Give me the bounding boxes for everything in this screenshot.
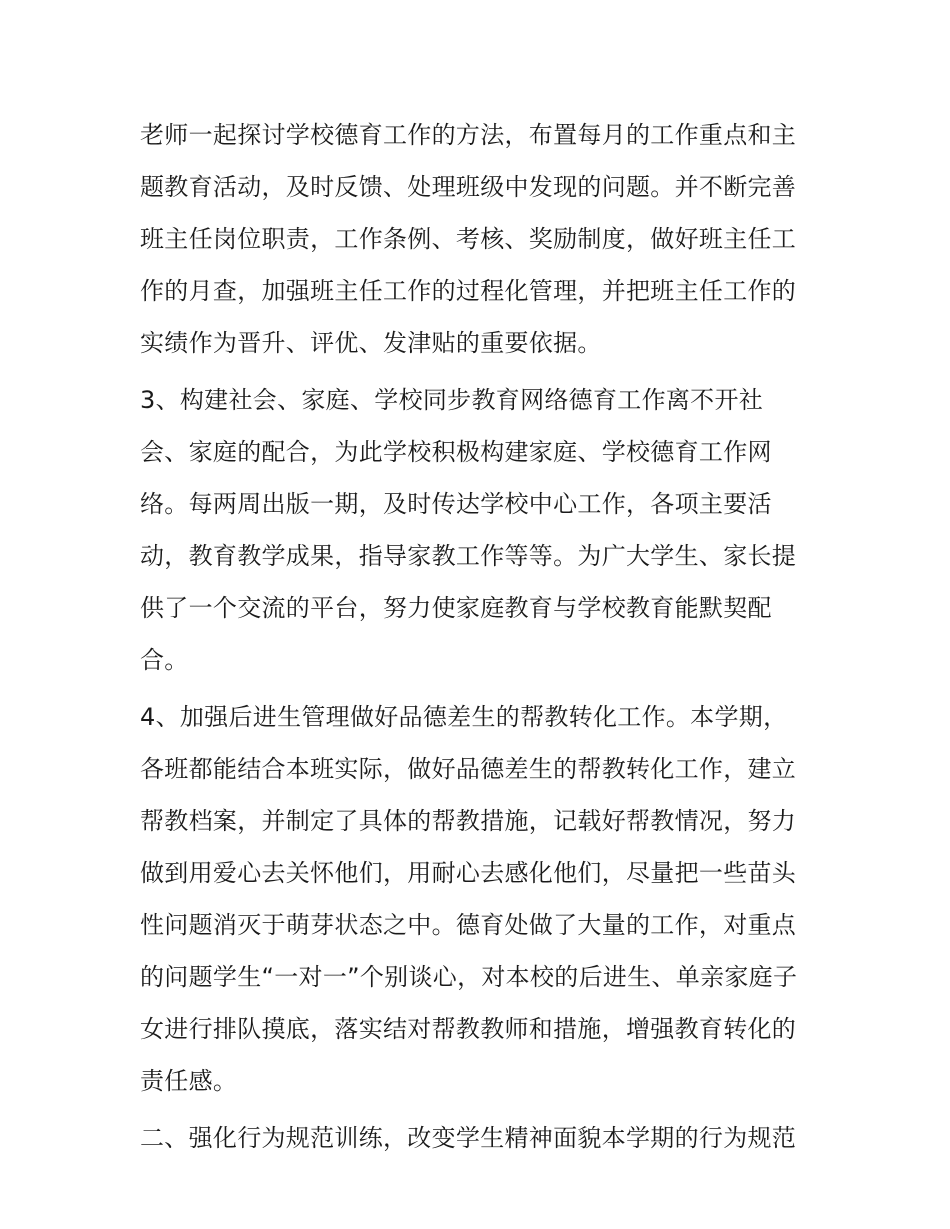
text-line: 合。 [140,646,189,674]
text-line: 4、加强后进生管理做好品德差生的帮教转化工作。本学期， [140,703,788,731]
text-line: 性问题消灭于萌芽状态之中。德育处做了大量的工作，对重点 [140,911,797,939]
text-line: 作的月查，加强班主任工作的过程化管理，并把班主任工作的 [140,277,797,305]
text-line: 供了一个交流的平台，努力使家庭教育与学校教育能默契配 [140,594,772,622]
paragraph-struggling-students [140,691,812,1107]
text-line: 女进行排队摸底，落实结对帮教教师和措施，增强教育转化的 [140,1015,797,1043]
text-line: 老师一起探讨学校德育工作的方法，布置每月的工作重点和主 [140,121,797,149]
paragraph-class-teacher-management [140,109,812,369]
text-line: 会、家庭的配合，为此学校积极构建家庭、学校德育工作网 [140,438,772,466]
text-line: 班主任岗位职责，工作条例、考核、奖励制度，做好班主任工 [140,225,797,253]
document-body [140,109,812,1164]
text-line: 络。每两周出版一期，及时传达学校中心工作，各项主要活 [140,490,772,518]
text-line: 题教育活动，及时反馈、处理班级中发现的问题。并不断完善 [140,173,797,201]
text-line: 的问题学生“一对一”个别谈心，对本校的后进生、单亲家庭子 [140,963,798,991]
paragraph-education-network [140,374,812,686]
paragraph-behavior-training-heading [140,1112,812,1164]
text-line: 3、构建社会、家庭、学校同步教育网络德育工作离不开社 [140,386,764,414]
text-line: 各班都能结合本班实际，做好品德差生的帮教转化工作，建立 [140,755,797,783]
text-line: 责任感。 [140,1067,238,1095]
text-line: 二、强化行为规范训练，改变学生精神面貌本学期的行为规范 [140,1124,797,1152]
text-line: 实绩作为晋升、评优、发津贴的重要依据。 [140,329,602,357]
text-line: 动，教育教学成果，指导家教工作等等。为广大学生、家长提 [140,542,797,570]
text-line: 帮教档案，并制定了具体的帮教措施，记载好帮教情况，努力 [140,807,797,835]
text-line: 做到用爱心去关怀他们，用耐心去感化他们，尽量把一些苗头 [140,859,797,887]
